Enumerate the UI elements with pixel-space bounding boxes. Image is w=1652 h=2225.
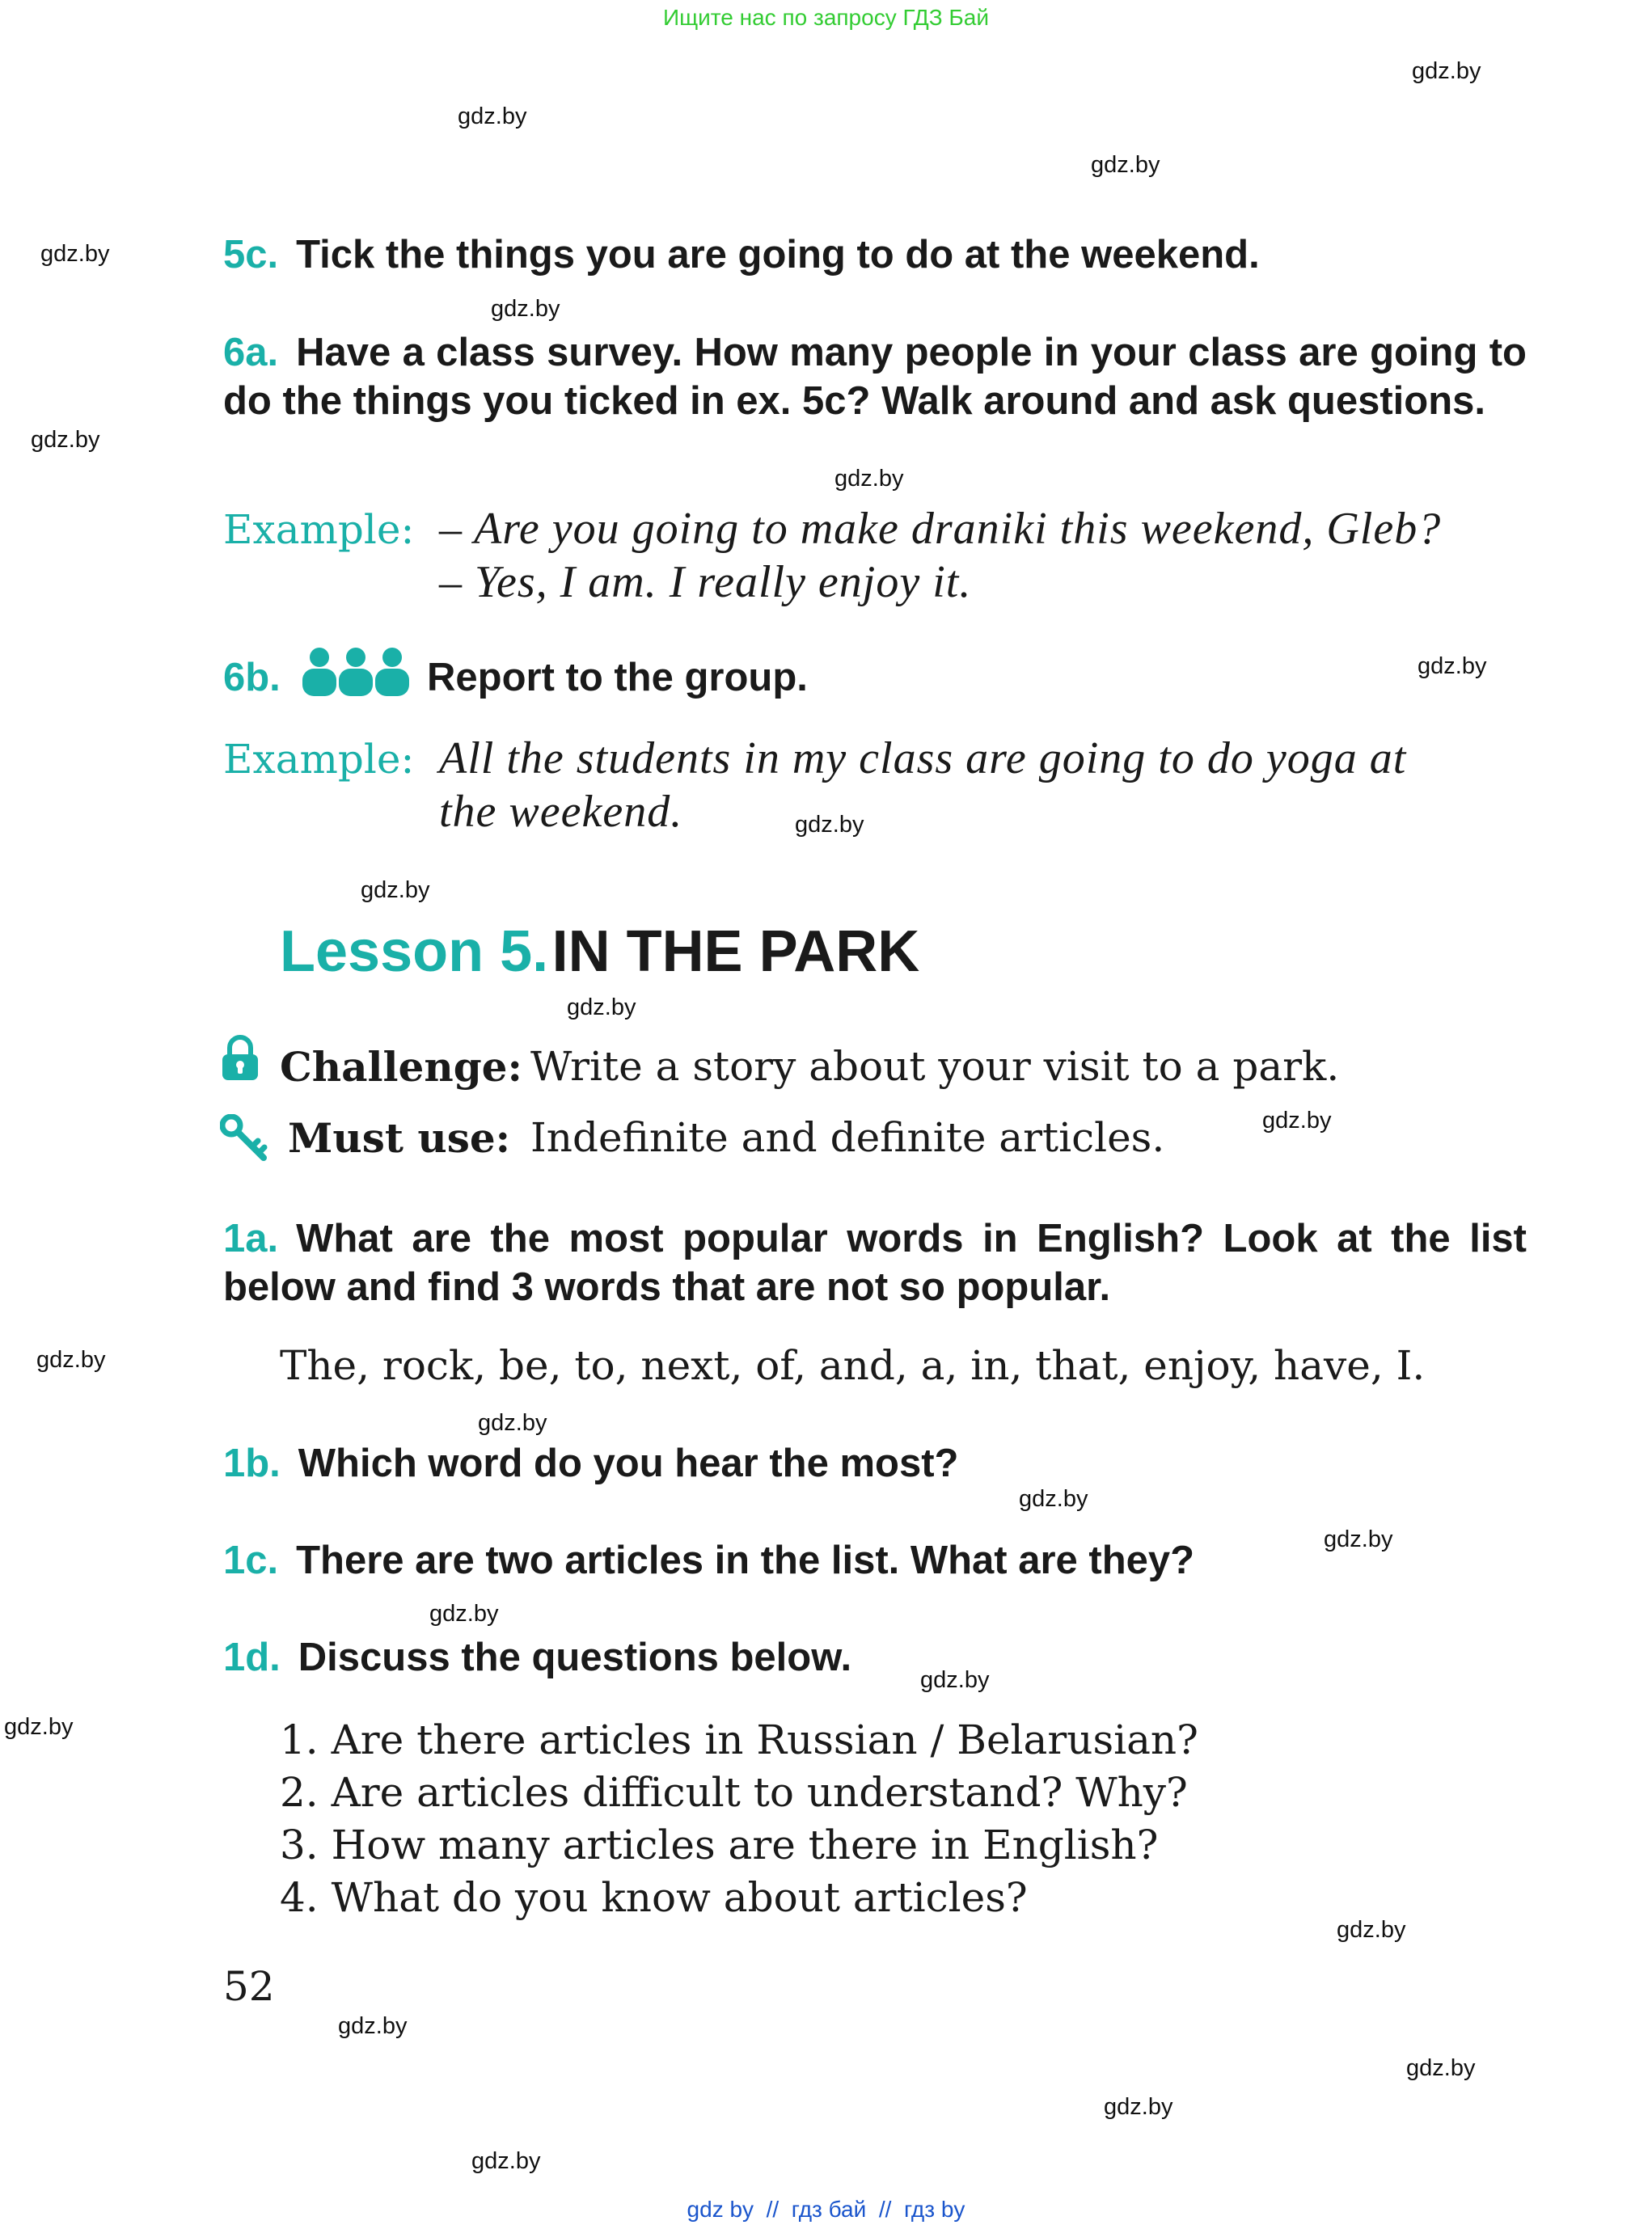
exercise-number: 1c. xyxy=(223,1539,279,1582)
watermark: gdz.by xyxy=(491,296,560,322)
list-item xyxy=(280,1819,1525,1872)
key-icon xyxy=(220,1114,268,1163)
watermark: gdz.by xyxy=(1406,2055,1476,2081)
watermark: gdz.by xyxy=(1019,1486,1088,1512)
watermark: gdz.by xyxy=(478,1410,547,1436)
watermark: gdz.by xyxy=(429,1601,499,1627)
lesson-heading xyxy=(280,918,919,985)
question-number: 3. xyxy=(280,1822,319,1868)
example-line: – Yes, I am. I really enjoy it. xyxy=(439,557,972,607)
question-text: Are there articles in Russian / Belarusian? xyxy=(331,1716,1198,1763)
lesson-title: IN THE PARK xyxy=(551,919,920,984)
word-list: The, rock, be, to, next, of, and, a, in, that, enjoy, have, I. xyxy=(280,1342,1426,1389)
example-label: Example: xyxy=(223,506,415,553)
watermark: gdz.by xyxy=(1418,653,1487,679)
exercise-1d xyxy=(223,1635,851,1680)
footer-link[interactable]: гдз by xyxy=(903,2197,965,2222)
watermark: gdz.by xyxy=(458,103,527,129)
question-text: What do you know about articles? xyxy=(331,1874,1028,1921)
challenge-label: Challenge: xyxy=(280,1043,522,1091)
challenge-text: Write a story about your visit to a park. xyxy=(530,1043,1340,1090)
watermark: gdz.by xyxy=(36,1347,106,1373)
footer-link[interactable]: gdz by xyxy=(687,2197,754,2222)
exercise-instruction: There are two articles in the list. What are they? xyxy=(296,1539,1195,1582)
footer-separator: // xyxy=(878,2197,892,2222)
watermark: gdz.by xyxy=(1262,1108,1332,1134)
watermark: gdz.by xyxy=(361,877,430,903)
page-number: 52 xyxy=(223,1963,275,2010)
watermark: gdz.by xyxy=(795,812,864,838)
footer-links xyxy=(0,2197,1652,2223)
exercise-instruction: Have a class survey. How many people in your class are going to do the things you ticked in ex. 5c? Walk around and ask questions. xyxy=(223,331,1527,423)
question-number: 4. xyxy=(280,1874,319,1921)
question-text: Are articles difficult to understand? Why? xyxy=(331,1769,1188,1816)
watermark: gdz.by xyxy=(1337,1917,1406,1943)
question-number: 1. xyxy=(280,1716,319,1763)
list-item xyxy=(280,1714,1525,1767)
must-use-label: Must use: xyxy=(288,1114,511,1162)
watermark: gdz.by xyxy=(31,427,100,453)
watermark: gdz.by xyxy=(920,1667,990,1693)
group-people-icon xyxy=(299,647,412,699)
question-list xyxy=(280,1714,1525,1924)
exercise-number: 6a. xyxy=(223,331,279,374)
exercise-1b xyxy=(223,1441,958,1486)
exercise-1c xyxy=(223,1538,1194,1583)
footer-link[interactable]: гдз бай xyxy=(791,2197,867,2222)
must-use-text: Indefinite and definite articles. xyxy=(530,1114,1165,1161)
exercise-number: 6b. xyxy=(223,656,281,699)
watermark: gdz.by xyxy=(1091,152,1160,178)
exercise-instruction: Report to the group. xyxy=(427,656,808,699)
example-line: the weekend. xyxy=(439,787,683,837)
exercise-number: 1a. xyxy=(223,1217,279,1260)
watermark: gdz.by xyxy=(40,241,110,267)
exercise-instruction: Which word do you hear the most? xyxy=(298,1442,959,1485)
list-item xyxy=(280,1767,1525,1819)
lesson-number: Lesson 5. xyxy=(280,919,549,984)
exercise-6a xyxy=(223,328,1527,425)
watermark: gdz.by xyxy=(567,994,636,1020)
top-banner: Ищите нас по запросу ГДЗ Бай xyxy=(662,5,990,30)
watermark: gdz.by xyxy=(471,2148,541,2174)
watermark: gdz.by xyxy=(1324,1526,1393,1552)
example-label: Example: xyxy=(223,736,415,783)
watermark: gdz.by xyxy=(4,1714,74,1740)
watermark: gdz.by xyxy=(1412,58,1481,84)
example-line: – Are you going to make draniki this weekend, Gleb? xyxy=(439,504,1442,554)
exercise-1a xyxy=(223,1214,1527,1311)
question-text: How many articles are there in English? xyxy=(331,1822,1159,1868)
footer-separator: // xyxy=(766,2197,780,2222)
list-item xyxy=(280,1872,1525,1924)
example-line: All the students in my class are going to do yoga at xyxy=(439,733,1407,783)
exercise-number: 1b. xyxy=(223,1442,281,1485)
exercise-instruction: Discuss the questions below. xyxy=(298,1636,852,1679)
watermark: gdz.by xyxy=(1104,2094,1173,2120)
exercise-instruction: What are the most popular words in English? Look at the list below and find 3 words that are not so popular. xyxy=(223,1217,1527,1309)
lock-icon xyxy=(220,1035,260,1082)
watermark: gdz.by xyxy=(834,466,904,492)
exercise-number: 5c. xyxy=(223,233,279,277)
exercise-5c xyxy=(223,232,1533,277)
exercise-number: 1d. xyxy=(223,1636,281,1679)
exercise-instruction: Tick the things you are going to do at the weekend. xyxy=(296,233,1260,277)
question-number: 2. xyxy=(280,1769,319,1816)
watermark: gdz.by xyxy=(338,2013,408,2039)
